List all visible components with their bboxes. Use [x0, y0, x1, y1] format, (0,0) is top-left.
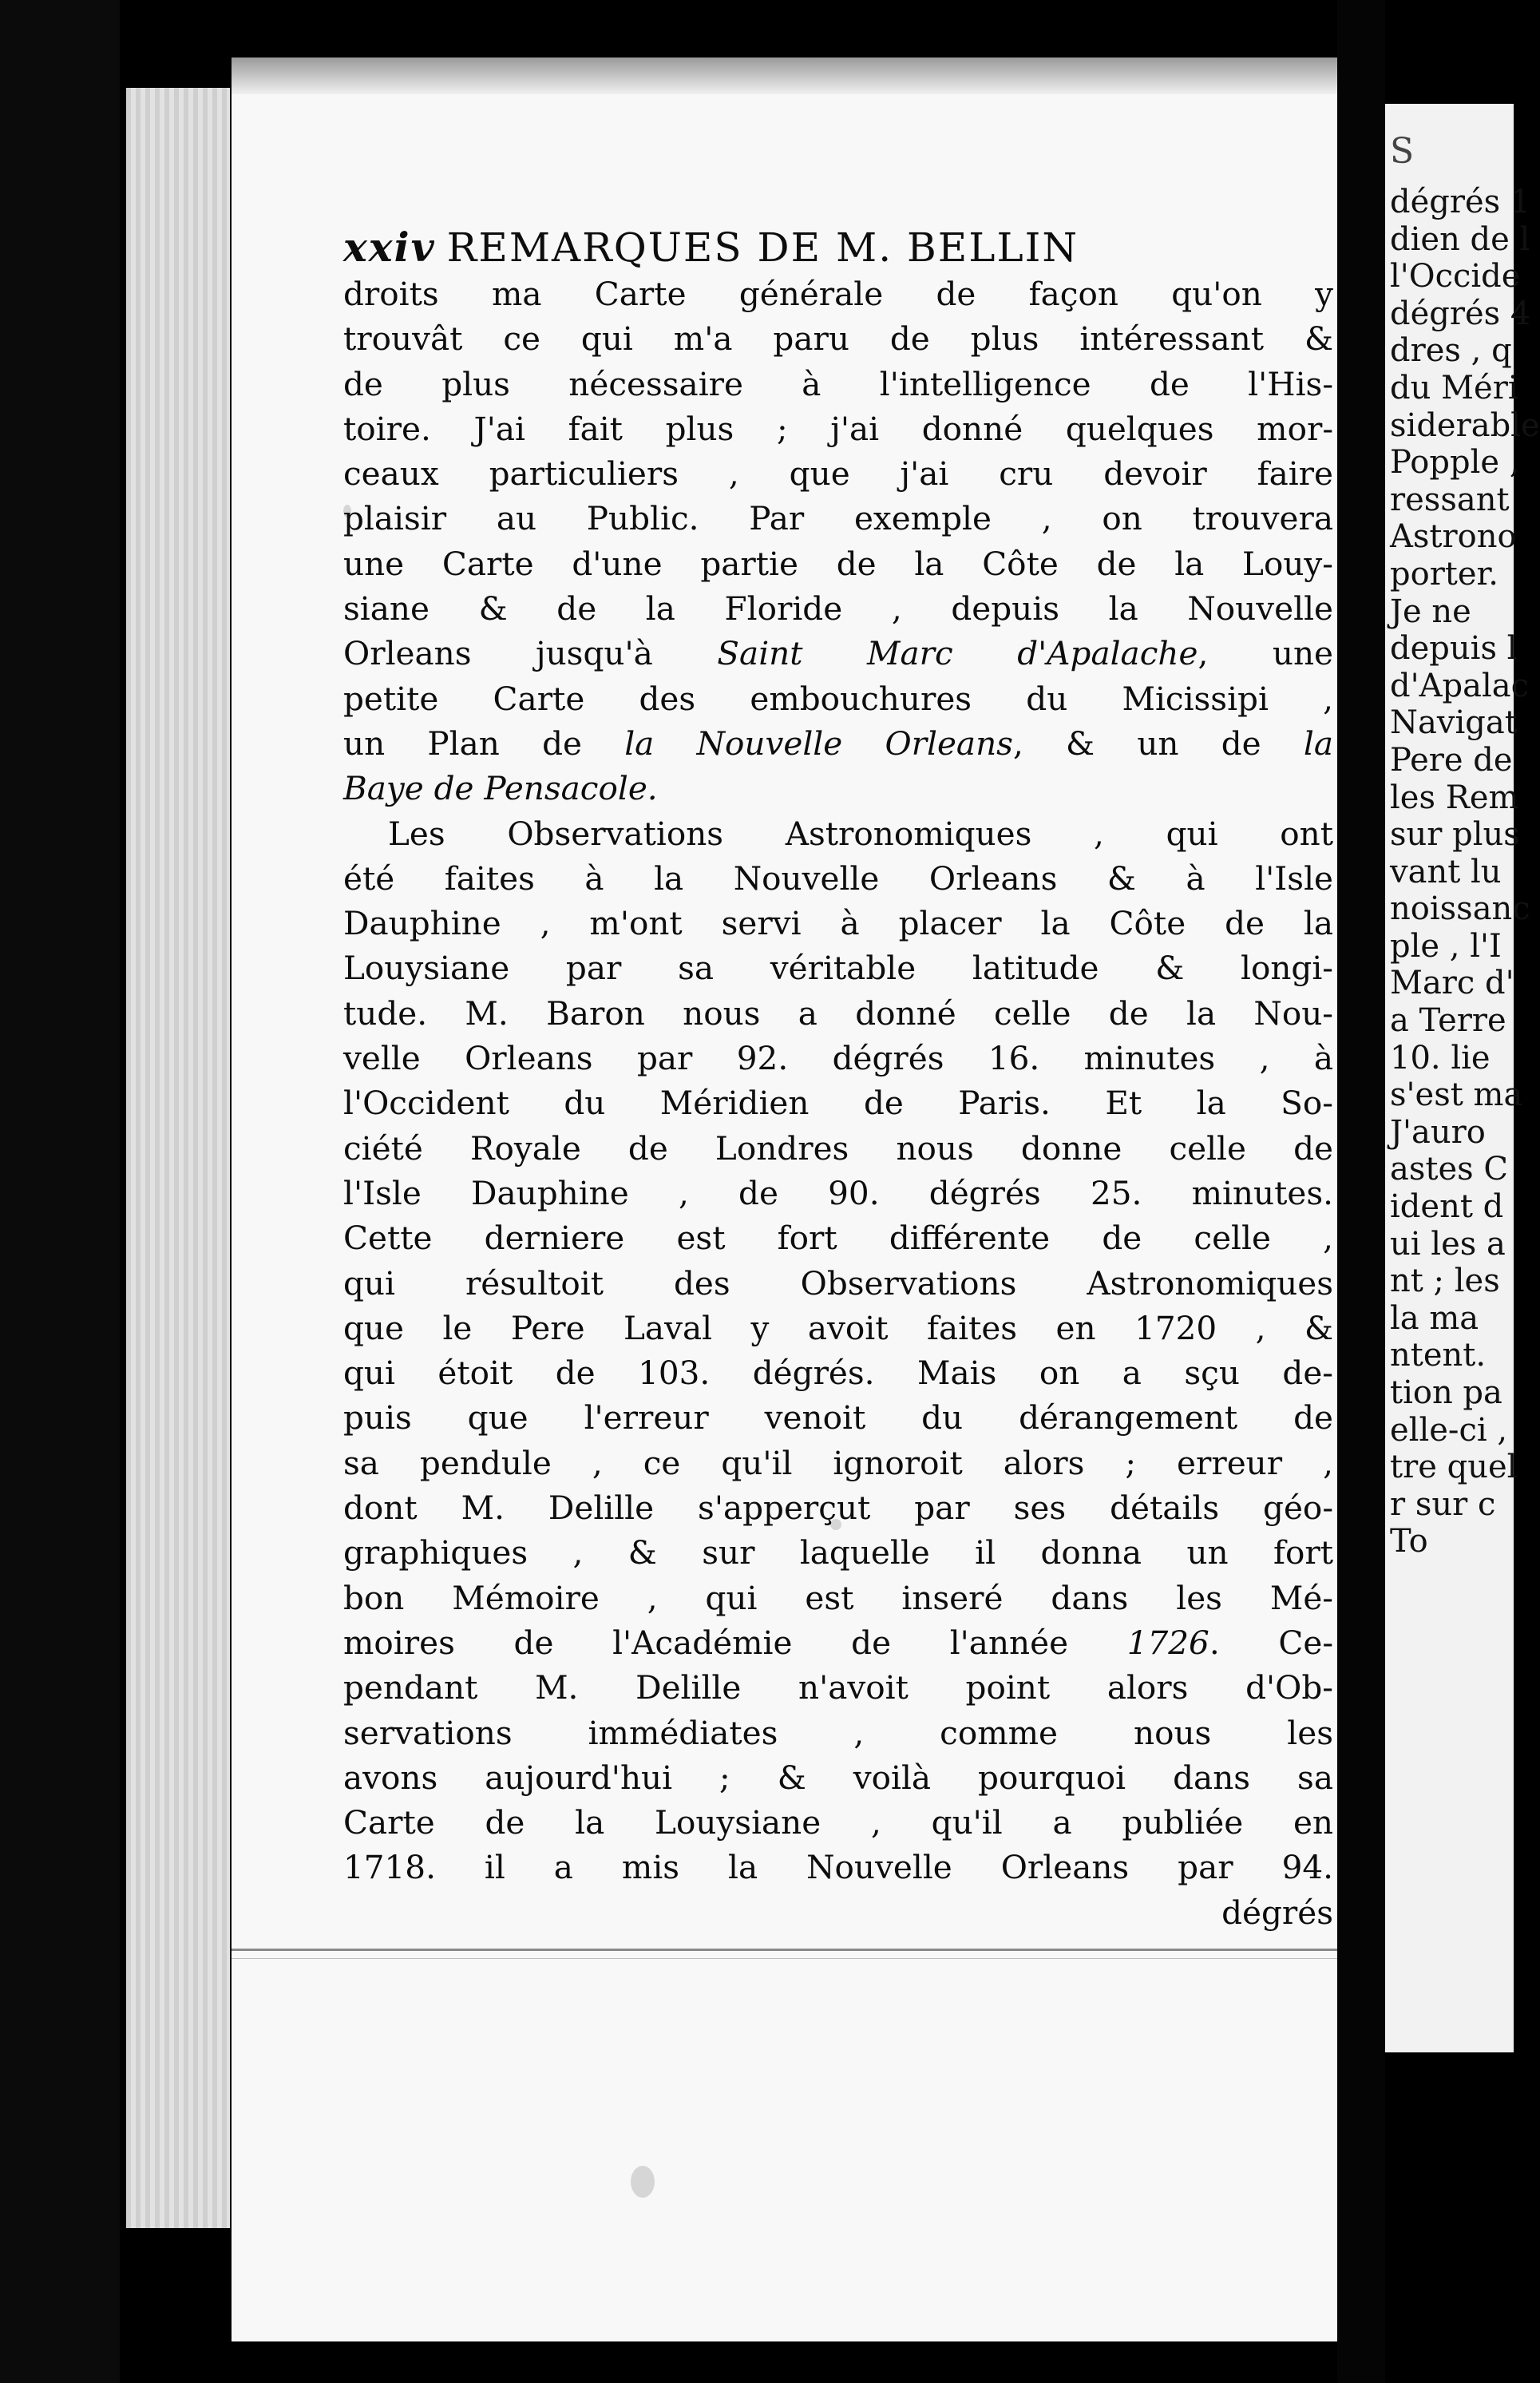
facing-line: astes C [1390, 1151, 1508, 1188]
facing-line: Je ne [1390, 593, 1471, 630]
page-fold-line-secondary [232, 1958, 1337, 1959]
book-gutter [1337, 0, 1385, 2383]
facing-line: r sur c [1390, 1485, 1496, 1523]
ink-speck [631, 2166, 655, 2198]
facing-line: ident d [1390, 1188, 1504, 1226]
facing-line: ntent. [1390, 1337, 1487, 1374]
facing-line: tre quel [1390, 1449, 1518, 1486]
text-line: avons aujourd'hui ; & voilà pourquoi dans sa [343, 1758, 1333, 1797]
italic-place-name: Baye de Pensacole. [343, 769, 658, 808]
text-line: de plus nécessaire à l'intelligence de l'His- [343, 364, 1333, 403]
running-head-title: REMARQUES DE M. BELLIN [446, 224, 1079, 271]
text-line: 1718. il a mis la Nouvelle Orleans par 94. [343, 1848, 1333, 1887]
facing-line: vant lu [1390, 853, 1502, 890]
text-line: une Carte d'une partie de la Côte de la Louy- [343, 544, 1333, 583]
facing-line: la ma [1390, 1299, 1479, 1337]
text-line [343, 766, 1333, 811]
text-line: graphiques , & sur laquelle il donna un fort [343, 1533, 1333, 1572]
text-line: qui étoit de 103. dégrés. Mais on a sçu de- [343, 1354, 1333, 1393]
paragraph-first-line: Les Observations Astronomiques , qui ont [388, 814, 1333, 853]
text-run: Orleans jusqu'à [343, 634, 653, 673]
page-fold-line [232, 1949, 1337, 1951]
text-line: Cette derniere est fort différente de celle , [343, 1219, 1333, 1258]
facing-line: dégrés 4 [1390, 295, 1531, 332]
text-line [343, 631, 1333, 676]
text-line: dont M. Delille s'apperçut par ses détails géo- [343, 1489, 1333, 1528]
text-line: sa pendule , ce qu'il ignoroit alors ; erreur , [343, 1443, 1333, 1482]
text-run: moires de l'Académie de l'année [343, 1623, 1069, 1662]
text-line: l'Occident du Méridien de Paris. Et la So- [343, 1084, 1333, 1123]
text-run: , une [1198, 634, 1333, 673]
main-text-block [343, 224, 1333, 1935]
facing-line: dien de l [1390, 220, 1530, 258]
facing-line: Marc d' [1390, 965, 1514, 1002]
text-line: droits ma Carte générale de façon qu'on y [343, 275, 1333, 313]
page-number: xxiv [343, 224, 436, 271]
text-line: ceaux particuliers , que j'ai cru devoir faire [343, 454, 1333, 494]
text-run: . Ce- [1209, 1623, 1333, 1662]
text-line: bon Mémoire , qui est inseré dans les Mé- [343, 1578, 1333, 1617]
text-line: toire. J'ai fait plus ; j'ai donné quelques mor- [343, 409, 1333, 448]
text-line: été faites à la Nouvelle Orleans & à l'Isle [343, 858, 1333, 898]
text-line: petite Carte des embouchures du Micissipi , [343, 679, 1333, 718]
text-line: Louysiane par sa véritable latitude & longi- [343, 949, 1333, 988]
facing-line: l'Occide [1390, 258, 1521, 295]
page-top-shadow [232, 57, 1337, 94]
text-line: puis que l'erreur venoit du dérangement de [343, 1398, 1333, 1437]
facing-line: J'auro [1390, 1113, 1486, 1151]
facing-running-head: S [1390, 131, 1416, 172]
facing-line: Navigat [1390, 704, 1518, 742]
facing-line: ressant [1390, 481, 1510, 518]
facing-line: s'est ma [1390, 1077, 1523, 1114]
text-line: Carte de la Louysiane , qu'il a publiée en [343, 1803, 1333, 1842]
facing-line: dres , q [1390, 332, 1512, 370]
text-line: Dauphine , m'ont servi à placer la Côte de la [343, 904, 1333, 943]
facing-line: du Méri [1390, 369, 1518, 406]
text-line: ciété Royale de Londres nous donne celle de [343, 1128, 1333, 1168]
facing-line: noissanc [1390, 890, 1530, 928]
running-head [343, 224, 1333, 272]
facing-line: ui les a [1390, 1225, 1506, 1263]
facing-line: les Rem [1390, 779, 1519, 816]
italic-place-name: la [1303, 724, 1334, 763]
facing-line: elle-ci , [1390, 1411, 1508, 1449]
facing-line: ple , l'I [1390, 927, 1502, 965]
text-line: que le Pere Laval y avoit faites en 1720 , & [343, 1308, 1333, 1347]
facing-line: siderable [1390, 406, 1540, 444]
facing-line: Pere de [1390, 741, 1513, 779]
facing-line: Popple , [1390, 444, 1520, 482]
text-line: pendant M. Delille n'avoit point alors d'Ob- [343, 1668, 1333, 1707]
facing-line: depuis l [1390, 630, 1518, 668]
italic-place-name: Saint Marc d'Apalache [717, 634, 1198, 673]
text-line: siane & de la Floride , depuis la Nouvelle [343, 589, 1333, 628]
facing-line: a Terre [1390, 1002, 1506, 1040]
text-line: l'Isle Dauphine , de 90. dégrés 25. minutes. [343, 1173, 1333, 1212]
facing-line: nt ; les [1390, 1263, 1500, 1300]
text-line: qui résultoit des Observations Astronomiques [343, 1263, 1333, 1303]
text-line: tude. M. Baron nous a donné celle de la Nou- [343, 993, 1333, 1033]
text-line: plaisir au Public. Par exemple , on trouvera [343, 499, 1333, 538]
italic-place-name: la Nouvelle Orleans [624, 724, 1013, 763]
catchword: dégrés [1221, 1893, 1333, 1932]
facing-line: dégrés 1 [1390, 184, 1531, 220]
facing-line: To [1390, 1523, 1428, 1560]
adjacent-page-edge [126, 88, 230, 2228]
facing-line: tion pa [1390, 1374, 1502, 1411]
facing-line: sur plus [1390, 816, 1520, 854]
text-line [343, 1620, 1333, 1665]
facing-page-fragment [1385, 104, 1540, 2052]
text-line: trouvât ce qui m'a paru de plus intéressant & [343, 319, 1333, 359]
facing-line: porter. [1390, 555, 1498, 593]
facing-line: Astrono [1390, 518, 1517, 556]
facing-line: 10. lie [1390, 1039, 1491, 1077]
scan-left-margin [0, 0, 120, 2383]
text-line [343, 721, 1333, 766]
text-run: un Plan de [343, 724, 582, 763]
text-run: , & un de [1012, 724, 1261, 763]
text-line: servations immédiates , comme nous les [343, 1713, 1333, 1752]
italic-year: 1726 [1126, 1623, 1209, 1662]
facing-line: d'Apalac [1390, 667, 1529, 704]
text-line: velle Orleans par 92. dégrés 16. minutes , à [343, 1039, 1333, 1078]
